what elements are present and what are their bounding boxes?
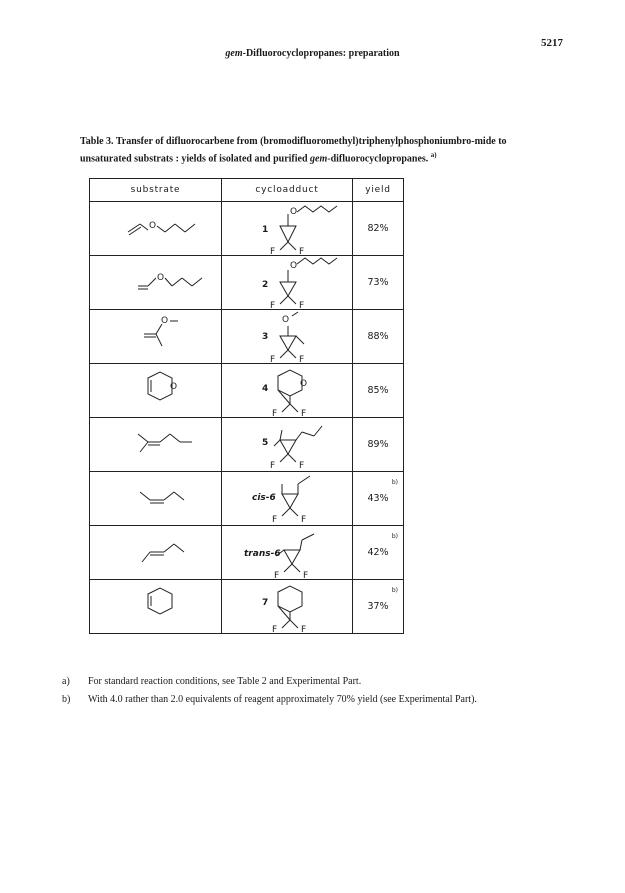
yield-value: 82% (367, 223, 389, 234)
svg-text:F: F (299, 355, 305, 363)
footnote-text: With 4.0 rather than 2.0 equivalents of reagent approximately 70% yield (see Experimental Part). (88, 693, 477, 705)
caption-tail: -difluorocyclopropanes. (327, 153, 429, 165)
footnote-mark: b) (62, 693, 71, 705)
substrate-structure-3 (90, 310, 222, 364)
svg-text:O: O (161, 316, 169, 326)
yield-note: b) (391, 533, 398, 540)
svg-text:F: F (301, 625, 307, 633)
footnote-b (62, 693, 542, 708)
caption-note-ref: a) (430, 151, 437, 159)
cycloadduct-structure-7 (222, 526, 353, 580)
compound-label: 7 (262, 598, 269, 608)
svg-text:F: F (301, 409, 307, 417)
svg-text:O: O (149, 221, 157, 231)
table-row (90, 580, 404, 634)
svg-text:F: F (270, 301, 276, 309)
yield-value: 37% (367, 601, 389, 612)
svg-text:F: F (272, 625, 278, 633)
table-caption (80, 134, 550, 167)
yield-value: 73% (367, 277, 389, 288)
caption-italic: gem (310, 153, 328, 165)
yield-value: 89% (367, 439, 389, 450)
svg-text:O: O (290, 207, 298, 217)
caption-text: Transfer of difluorocarbene from (bromodifluoromethyl)triphenylphosphoniumbro-mide to unsaturated substrats : yields of isolated and purified (80, 136, 507, 165)
svg-text:O: O (290, 261, 298, 271)
svg-text:F: F (299, 247, 305, 255)
substrate-structure-8 (90, 580, 222, 634)
cycloadduct-structure-3 (222, 310, 353, 364)
substrate-structure-7 (90, 526, 222, 580)
table-row (90, 310, 404, 364)
yield-cell (353, 580, 404, 634)
header-cycloadduct: cycloadduct (222, 179, 353, 202)
table-row (90, 364, 404, 418)
svg-text:O: O (300, 379, 308, 389)
compound-label: 2 (262, 280, 269, 290)
yield-note: b) (391, 587, 398, 594)
running-head-italic: gem (225, 48, 243, 59)
yield-cell (353, 472, 404, 526)
compound-label: trans-6 (244, 549, 281, 559)
yield-cell (353, 310, 404, 364)
footnotes (62, 675, 542, 710)
svg-text:F: F (272, 409, 278, 417)
substrate-structure-5 (90, 418, 222, 472)
cycloadduct-structure-2 (222, 256, 353, 310)
cycloadduct-structure-1 (222, 202, 353, 256)
substrate-structure-1 (90, 202, 222, 256)
substrate-structure-4 (90, 364, 222, 418)
svg-text:F: F (270, 247, 276, 255)
yield-cell (353, 202, 404, 256)
header-substrate: substrate (90, 179, 222, 202)
svg-text:O: O (170, 382, 178, 392)
running-head (0, 48, 625, 59)
header-yield: yield (353, 179, 404, 202)
yield-value: 43% (367, 493, 389, 504)
svg-text:F: F (299, 301, 305, 309)
cycloadduct-structure-4 (222, 364, 353, 418)
table-row (90, 472, 404, 526)
compound-label: 4 (262, 384, 269, 394)
svg-text:F: F (274, 571, 280, 579)
svg-text:O: O (282, 315, 290, 325)
table-row (90, 202, 404, 256)
yield-cell (353, 256, 404, 310)
footnote-a (62, 675, 542, 690)
table-row (90, 418, 404, 472)
yield-cell (353, 364, 404, 418)
cycloadduct-structure-6 (222, 472, 353, 526)
table-row (90, 526, 404, 580)
compound-label: 1 (262, 225, 269, 235)
footnote-text: For standard reaction conditions, see Table 2 and Experimental Part. (88, 676, 362, 687)
compound-label: cis-6 (252, 493, 276, 503)
yield-value: 85% (367, 385, 389, 396)
svg-text:F: F (272, 515, 278, 525)
page-number: 5217 (541, 37, 563, 49)
substrate-structure-2 (90, 256, 222, 310)
svg-text:F: F (303, 571, 309, 579)
running-head-text: -Difluorocyclopropanes: preparation (242, 48, 400, 59)
compound-label: 3 (262, 332, 269, 342)
cycloadduct-structure-8 (222, 580, 353, 634)
yield-cell (353, 526, 404, 580)
yield-cell (353, 418, 404, 472)
svg-text:F: F (270, 355, 276, 363)
svg-text:F: F (299, 461, 305, 471)
yield-note: b) (391, 479, 398, 486)
yield-value: 42% (367, 547, 389, 558)
compound-label: 5 (262, 438, 269, 448)
table-header-row (90, 179, 404, 202)
footnote-mark: a) (62, 676, 70, 687)
svg-text:O: O (157, 273, 165, 283)
yield-value: 88% (367, 331, 389, 342)
svg-text:F: F (270, 461, 276, 471)
svg-text:F: F (301, 515, 307, 525)
substrate-structure-6 (90, 472, 222, 526)
cycloadduct-structure-5 (222, 418, 353, 472)
table-row (90, 256, 404, 310)
caption-lead: Table 3. (80, 136, 114, 147)
results-table (89, 178, 404, 634)
